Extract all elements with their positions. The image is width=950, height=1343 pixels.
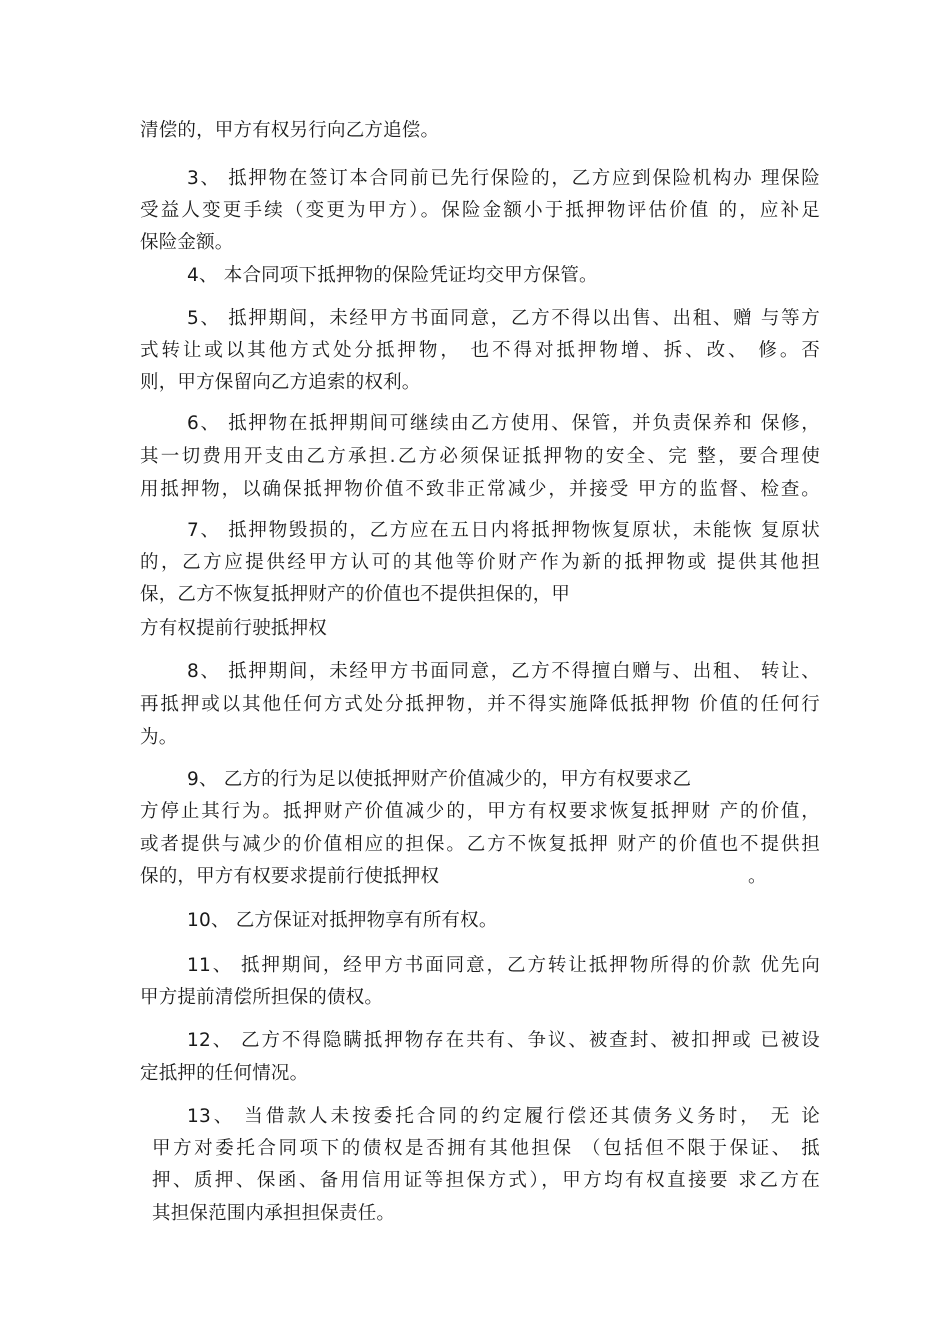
clause-7-line-1: 7、 抵押物毁损的，乙方应在五日内将抵押物恢复原状，未能恢 复原状 (187, 520, 820, 541)
clause-6-line-2: 其一切费用开支由乙方承担.乙方必须保证抵押物的安全、完 整，要合理使 (140, 446, 820, 467)
clause-9-line-4: 保的，甲方有权要求提前行使抵押权 (140, 866, 440, 887)
clause-6-line-1: 6、 抵押物在抵押期间可继续由乙方使用、保管，并负责保养和 保修， (187, 413, 820, 434)
clause-9-line-2: 方停止其行为。抵押财产价值减少的，甲方有权要求恢复抵押财 产的价值， (140, 801, 820, 822)
clause-7-line-4: 方有权提前行驶抵押权 (140, 618, 328, 639)
clause-13-line-1: 13、 当借款人未按委托合同的约定履行偿还其债务义务时， 无 论 (187, 1106, 820, 1127)
clause-9-trailing-period: 。 (748, 866, 767, 887)
clause-3-line-3: 保险金额。 (140, 232, 234, 253)
clause-6-line-3: 用抵押物，以确保抵押物价值不致非正常减少，并接受 甲方的监督、检查。 (140, 479, 820, 500)
clause-8-line-1: 8、 抵押期间，未经甲方书面同意，乙方不得擅白赠与、出租、 转让、 (187, 661, 820, 682)
clause-9-line-3: 或者提供与减少的价值相应的担保。乙方不恢复抵押 财产的价值也不提供担 (140, 834, 820, 855)
clause-4-line-1: 4、 本合同项下抵押物的保险凭证均交甲方保管。 (187, 265, 598, 286)
clause-13-line-2: 甲方对委托合同项下的债权是否拥有其他担保 （包括但不限于保证、 抵 (152, 1138, 820, 1159)
clause-3-line-1: 3、 抵押物在签订本合同前已先行保险的，乙方应到保险机构办 理保险 (187, 168, 820, 189)
clause-10-line-1: 10、 乙方保证对抵押物享有所有权。 (187, 910, 498, 931)
clause-13-line-4: 其担保范围内承担担保责任。 (152, 1203, 396, 1224)
clause-8-line-2: 再抵押或以其他任何方式处分抵押物，并不得实施降低抵押物 价值的任何行 (140, 694, 820, 715)
clause-11-line-1: 11、 抵押期间，经甲方书面同意，乙方转让抵押物所得的价款 优先向 (187, 955, 820, 976)
text-line-1: 清偿的，甲方有权另行向乙方追偿。 (140, 120, 440, 141)
clause-12-line-2: 定抵押的任何情况。 (140, 1063, 309, 1084)
clause-5-line-2: 式转让或以其他方式处分抵押物， 也不得对抵押物增、拆、改、 修。否 (140, 340, 820, 361)
clause-7-line-3: 保，乙方不恢复抵押财产的价值也不提供担保的，甲 (140, 584, 571, 605)
clause-9-line-1: 9、 乙方的行为足以使抵押财产价值减少的，甲方有权要求乙 (187, 769, 692, 790)
clause-12-line-1: 12、 乙方不得隐瞒抵押物存在共有、争议、被查封、被扣押或 已被设 (187, 1030, 820, 1051)
clause-3-line-2: 受益人变更手续（变更为甲方）。保险金额小于抵押物评估价值 的，应补足 (140, 200, 820, 221)
clause-8-line-3: 为。 (140, 727, 178, 748)
clause-13-line-3: 押、质押、保函、备用信用证等担保方式），甲方均有权直接要 求乙方在 (152, 1170, 820, 1191)
clause-11-line-2: 甲方提前清偿所担保的债权。 (140, 987, 384, 1008)
clause-5-line-3: 则，甲方保留向乙方追索的权利。 (140, 372, 421, 393)
clause-7-line-2: 的，乙方应提供经甲方认可的其他等价财产作为新的抵押物或 提供其他担 (140, 552, 820, 573)
clause-5-line-1: 5、 抵押期间，未经甲方书面同意，乙方不得以出售、出租、赠 与等方 (187, 308, 820, 329)
